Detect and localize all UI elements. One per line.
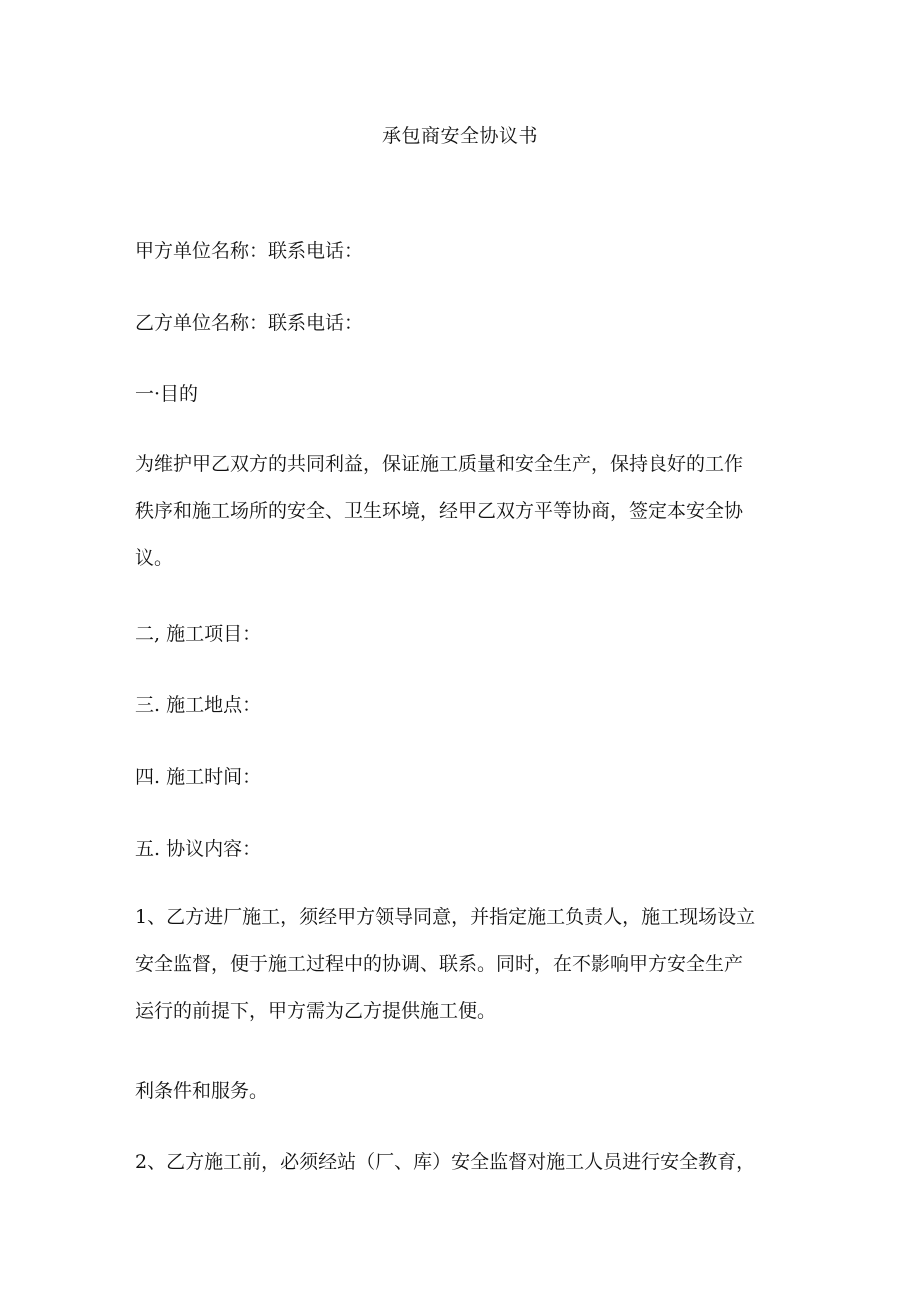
clause-1-paragraph [135,894,800,1035]
section-5-content: 五. 协议内容： [135,838,262,860]
section-1-heading: 一·目的 [135,383,199,405]
section-3-location: 三. 施工地点： [135,694,262,716]
document-title: 承包商安全协议书 [381,125,538,147]
purpose-line-2: 秩序和施工场所的安全、卫生环境，经甲乙双方平等协商，签定本安全协 [135,500,744,522]
section-4-time: 四. 施工时间： [135,766,262,788]
party-b-line: 乙方单位名称：联系电话： [135,312,364,334]
clause-1-line-3: 运行的前提下，甲方需为乙方提供施工便。 [135,1000,497,1022]
clause-1-continuation: 利条件和服务。 [135,1080,269,1102]
clause-1-line-1: 1、乙方进厂施工，须经甲方领导同意，并指定施工负责人，施工现场设立 [135,906,756,928]
purpose-line-3: 议。 [135,547,174,569]
purpose-paragraph [135,441,800,582]
purpose-line-1: 为维护甲乙双方的共同利益，保证施工质量和安全生产，保持良好的工作 [135,453,744,475]
section-2-project: 二, 施工项目： [135,623,262,645]
clause-2-line-1: 2、乙方施工前，必须经站（厂、库）安全监督对施工人员进行安全教育， [135,1151,756,1173]
clause-1-line-2: 安全监督，便于施工过程中的协调、联系。同时，在不影响甲方安全生产 [135,953,744,975]
party-a-line: 甲方单位名称：联系电话： [135,240,364,262]
